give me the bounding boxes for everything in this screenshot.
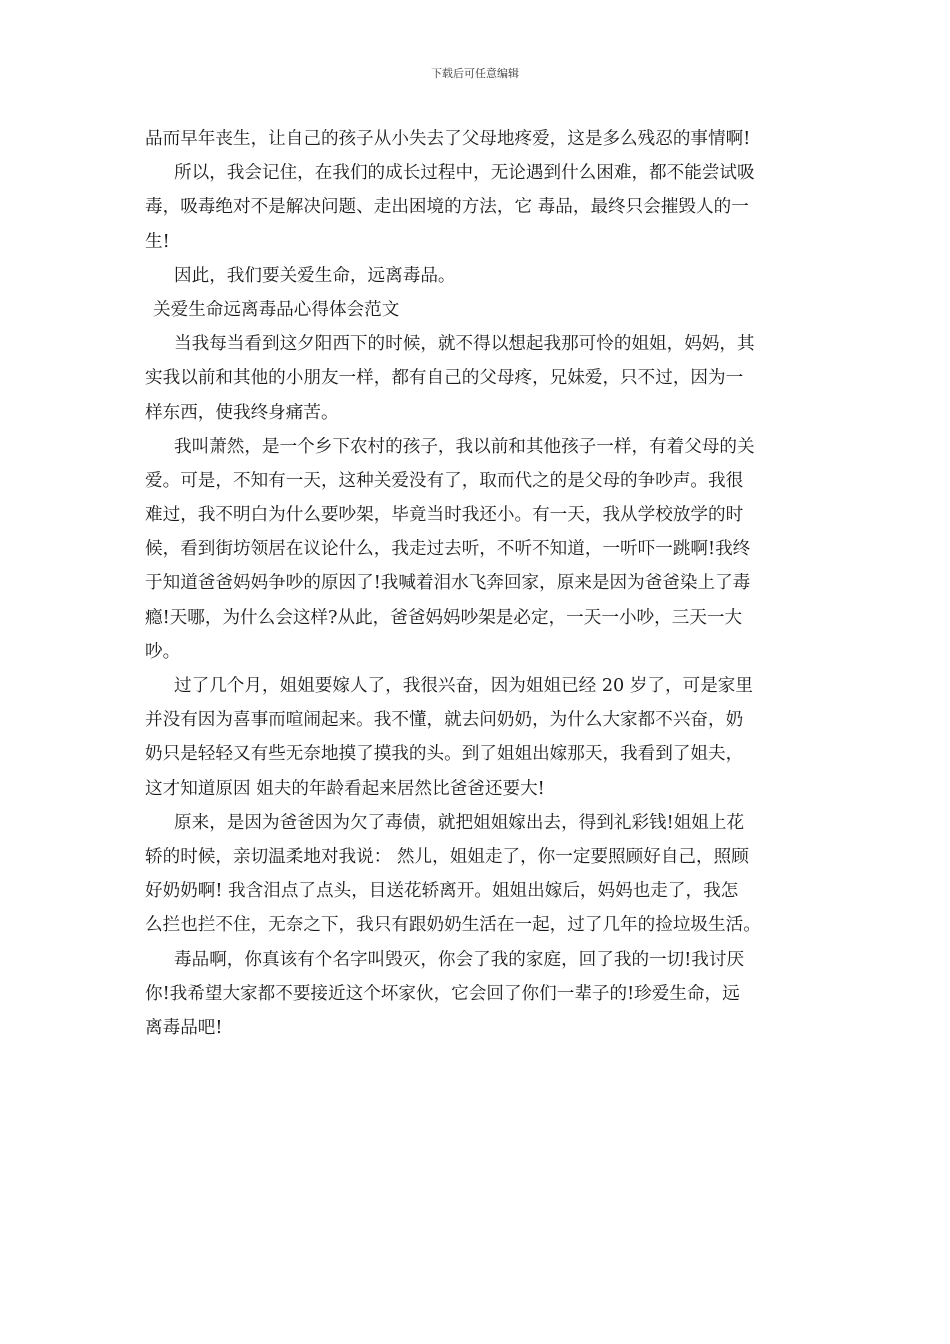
text-line: 难过，我不明白为什么要吵架，毕竟当时我还小。有一天，我从学校放学的时 — [145, 505, 744, 526]
text-line: 这才知道原因 姐夫的年龄看起来居然比爸爸还要大! — [145, 778, 545, 799]
document-body — [145, 122, 810, 1045]
text-line: 么拦也拦不住，无奈之下，我只有跟奶奶生活在一起，过了几年的捡垃圾生活。 — [145, 915, 761, 936]
section-title: 关爱生命远离毒品心得体会范文 — [153, 299, 400, 320]
text-line: 候，看到街坊领居在议论什么，我走过去听，不听不知道，一听吓一跳啊!我终 — [145, 539, 751, 560]
text-line: 原来，是因为爸爸因为欠了毒债，就把姐姐嫁出去，得到礼彩钱!姐姐上花 — [174, 812, 745, 833]
text-line: 样东西，使我终身痛苦。 — [145, 402, 339, 423]
text-line: 所以，我会记住，在我们的成长过程中，无论遇到什么困难，都不能尝试吸 — [174, 163, 755, 184]
text-line: 奶只是轻轻又有些无奈地摸了摸我的头。到了姐姐出嫁那天，我看到了姐夫， — [145, 744, 744, 765]
text-line: 过了几个月，姐姐要嫁人了，我很兴奋，因为姐姐已经 20 岁了，可是家里 — [174, 676, 753, 696]
text-line: 毒品啊，你真该有个名字叫毁灭，你会了我的家庭，回了我的一切!我讨厌 — [174, 949, 745, 970]
text-line: 并没有因为喜事而喧闹起来。我不懂，就去问奶奶，为什么大家都不兴奋，奶 — [145, 710, 744, 731]
text-line: 因此，我们要关爱生命，远离毒品。 — [174, 265, 456, 286]
text-line: 于知道爸爸妈妈争吵的原因了!我喊着泪水飞奔回家，原来是因为爸爸染上了毒 — [145, 573, 751, 594]
text-line: 你!我希望大家都不要接近这个坏家伙，它会回了你们一辈子的!珍爱生命，远 — [145, 983, 740, 1004]
text-line: 品而早年丧生，让自己的孩子从小失去了父母地疼爱，这是多么残忍的事情啊! — [145, 129, 751, 149]
text-line: 好奶奶啊! 我含泪点了点头，目送花轿离开。姐姐出嫁后，妈妈也走了，我怎 — [145, 881, 739, 902]
text-line: 当我每当看到这夕阳西下的时候，就不得以想起我那可怜的姐姐，妈妈，其 — [174, 334, 755, 355]
text-line: 轿的时候，亲切温柔地对我说： 然儿，姐姐走了，你一定要照顾好自己，照顾 — [145, 846, 749, 867]
text-line: 爱。可是，不知有一天，这种关爱没有了，取而代之的是父母的争吵声。我很 — [145, 470, 744, 491]
text-line: 生! — [145, 231, 170, 252]
text-line: 吵。 — [145, 641, 181, 662]
page-header: 下载后可任意编辑 — [431, 67, 519, 80]
text-line: 毒，吸毒绝对不是解决问题、走出困境的方法，它 毒品，最终只会摧毁人的一 — [145, 197, 749, 218]
text-line: 离毒品吧! — [145, 1017, 223, 1038]
text-line: 实我以前和其他的小朋友一样，都有自己的父母疼，兄妹爱，只不过，因为一 — [145, 368, 744, 389]
text-line: 瘾!天哪，为什么会这样?从此，爸爸妈妈吵架是必定，一天一小吵，三天一大 — [145, 607, 743, 628]
text-line: 我叫萧然，是一个乡下农村的孩子，我以前和其他孩子一样，有着父母的关 — [174, 436, 755, 457]
